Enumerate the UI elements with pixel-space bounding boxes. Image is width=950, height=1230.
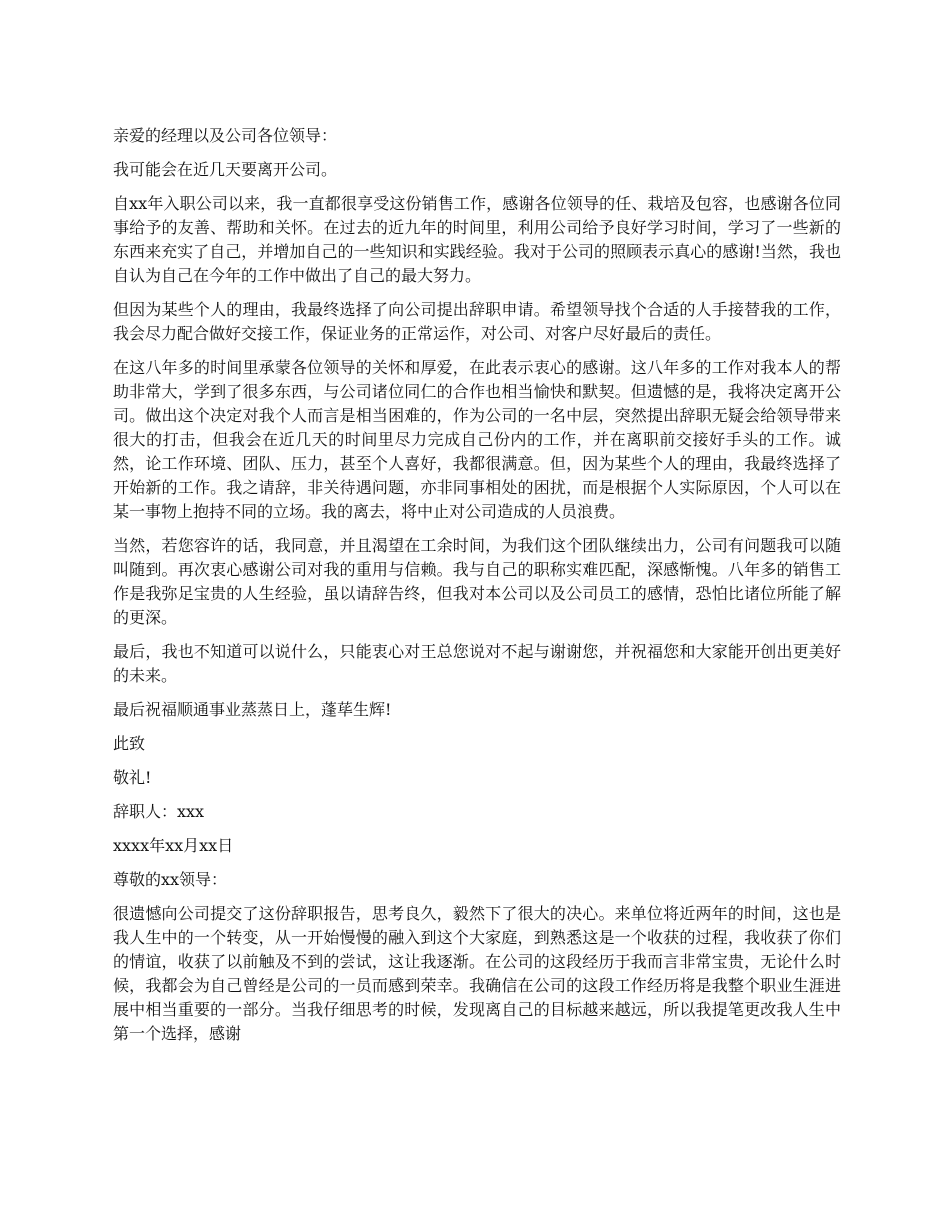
- signature-date: xxxx年xx月xx日: [113, 836, 234, 855]
- closing-jingli: 敬礼!: [113, 768, 152, 787]
- paragraph-offer-help: 当然，若您容许的话，我同意，并且渴望在工余时间，为我们这个团队继续出力，公司有问题我可以随叫随到。再次衷心感谢公司对我的重用与信赖。我与自己的职称实难匹配，深感惭愧。八年多的销售工作是我弥足宝贵的人生经验，虽以请辞告终，但我对本公司以及公司员工的感情，恐怕比诸位所能了解的更深。: [113, 536, 841, 627]
- second-salutation: 尊敬的xx领导：: [113, 870, 228, 889]
- paragraph-thanks: 在这八年多的时间里承蒙各位领导的关怀和厚爱，在此表示衷心的感谢。这八年多的工作对我本人的帮助非常大，学到了很多东西，与公司诸位同仁的合作也相当愉快和默契。但遗憾的是，我将决定离开公司。做出这个决定对我个人而言是相当困难的，作为公司的一名中层，突然提出辞职无疑会给领导带来很大的打击，但我会在近几天的时间里尽力完成自己份内的工作，并在离职前交接好手头的工作。诚然，论工作环境、团队、压力，甚至个人喜好，我都很满意。但，因为某些个人的理由，我最终选择了开始新的工作。我之请辞，非关待遇问题，亦非同事相处的困扰，而是根据个人实际原因，个人可以在某一事物上抱持不同的立场。我的离去，将中止对公司造成的人员浪费。: [113, 358, 841, 521]
- second-letter-paragraph: 很遗憾向公司提交了这份辞职报告，思考良久，毅然下了很大的决心。来单位将近两年的时间，这也是我人生中的一个转变，从一开始慢慢的融入到这个大家庭，到熟悉这是一个收获的过程，我收获了你们的情谊，收获了以前触及不到的尝试，这让我逐渐。在公司的这段经历于我而言非常宝贵，无论什么时候，我都会为自己曾经是公司的一员而感到荣幸。我确信在公司的这段工作经历将是我整个职业生涯进展中相当重要的一部分。当我仔细思考的时候，发现离自己的目标越来越远，所以我提笔更改我人生中第一个选择，感谢: [113, 904, 841, 1043]
- opening-line: 我可能会在近几天要离开公司。: [113, 160, 338, 179]
- blessing-line: 最后祝福顺通事业蒸蒸日上，蓬荜生辉!: [113, 700, 392, 719]
- closing-zhici: 此致: [113, 734, 146, 753]
- paragraph-closing: 最后，我也不知道可以说什么，只能衷心对王总您说对不起与谢谢您，并祝福您和大家能开创出更美好的未来。: [113, 642, 841, 685]
- paragraph-resignation-reason: 但因为某些个人的理由，我最终选择了向公司提出辞职申请。希望领导找个合适的人手接替我的工作，我会尽力配合做好交接工作，保证业务的正常运作，对公司、对客户尽好最后的责任。: [113, 300, 841, 343]
- signature-name: 辞职人：xxx: [113, 802, 205, 821]
- letter-body: [113, 124, 841, 1056]
- paragraph-gratitude: 自xx年入职公司以来，我一直都很享受这份销售工作，感谢各位领导的任、栽培及包容，也感谢各位同事给予的友善、帮助和关怀。在过去的近九年的时间里，利用公司给予良好学习时间，学习了一些新的东西来充实了自己，并增加自己的一些知识和实践经验。我对于公司的照顾表示真心的感谢!当然，我也自认为自己在今年的工作中做出了自己的最大努力。: [113, 194, 841, 285]
- salutation: 亲爱的经理以及公司各位领导：: [113, 126, 338, 145]
